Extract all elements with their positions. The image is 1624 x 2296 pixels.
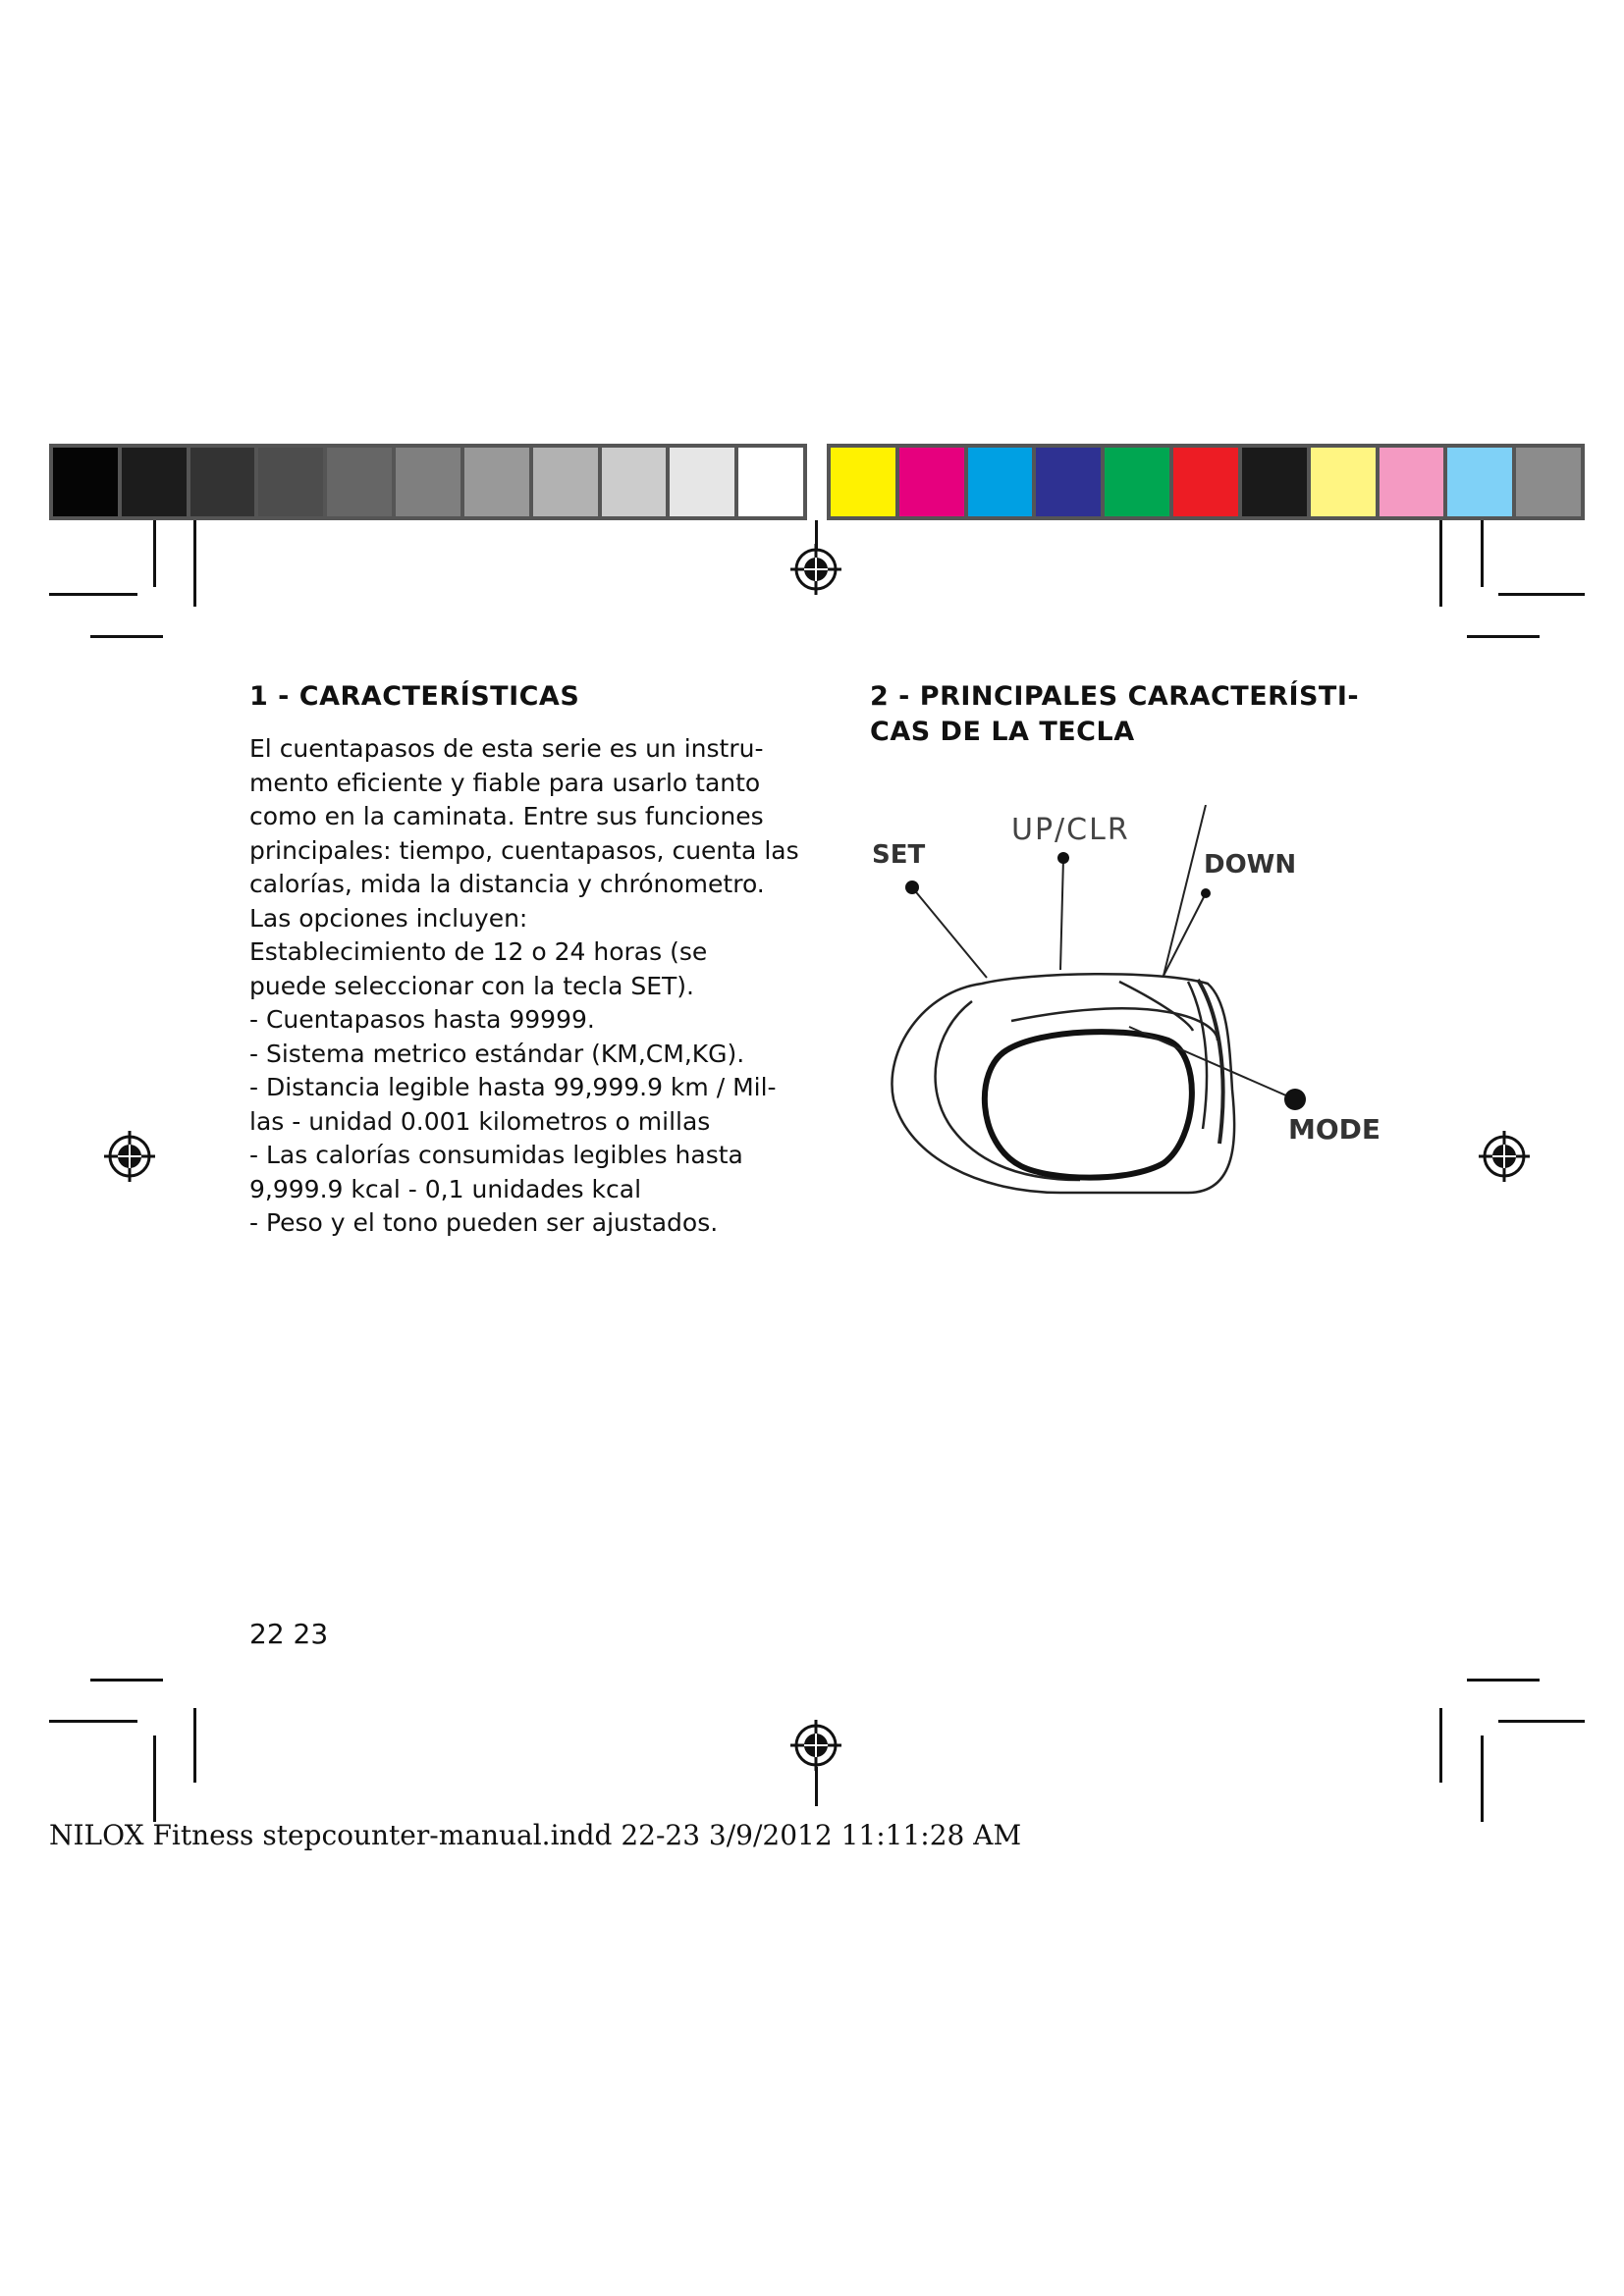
page-numbers: 22 23	[249, 1618, 329, 1650]
print-slug: NILOX Fitness stepcounter-manual.indd 22-23 3/9/2012 11:11:28 AM	[49, 1819, 1022, 1851]
gray-swatch	[533, 448, 598, 516]
crop-mark	[193, 1708, 196, 1783]
color-swatch	[1380, 448, 1444, 516]
down-pointer-dot	[1201, 888, 1211, 898]
color-swatch	[1105, 448, 1169, 516]
crop-mark	[1439, 520, 1442, 607]
grayscale-color-bar	[49, 444, 807, 520]
gray-swatch	[327, 448, 392, 516]
body-line: - Distancia legible hasta 99,999.9 km / Mil-	[249, 1073, 777, 1101]
body-line: como en la caminata. Entre sus funciones	[249, 802, 764, 830]
crop-mark	[815, 1767, 818, 1806]
crop-mark	[49, 593, 137, 596]
mode-key-label: MODE	[1288, 1113, 1381, 1146]
gray-swatch	[53, 448, 118, 516]
gray-swatch	[738, 448, 803, 516]
color-swatch	[1242, 448, 1307, 516]
body-line: - Las calorías consumidas legibles hasta	[249, 1141, 743, 1169]
color-swatch	[831, 448, 895, 516]
color-swatch	[1516, 448, 1581, 516]
pointer-lines	[912, 805, 1295, 1099]
crop-mark	[90, 635, 163, 638]
down-key-label: DOWN	[1204, 850, 1297, 880]
body-line: El cuentapasos de esta serie es un instru-	[249, 734, 764, 763]
set-pointer-dot	[905, 881, 919, 894]
crop-mark	[1467, 635, 1540, 638]
crop-mark	[1481, 1735, 1484, 1822]
section-2-heading-line-1: 2 - PRINCIPALES CARACTERÍSTI-	[870, 681, 1360, 712]
crop-mark	[1498, 1720, 1585, 1723]
body-line: 9,999.9 kcal - 0,1 unidades kcal	[249, 1174, 642, 1203]
registration-mark-icon	[1477, 1129, 1532, 1184]
pedometer-screen	[985, 1032, 1192, 1178]
gray-swatch	[190, 448, 255, 516]
color-swatch	[968, 448, 1033, 516]
crop-mark	[153, 1735, 156, 1822]
body-line: calorías, mida la distancia y chrónometro.	[249, 870, 765, 898]
color-swatch	[1311, 448, 1376, 516]
crop-mark	[90, 1679, 163, 1682]
section-1-heading: 1 - CARACTERÍSTICAS	[249, 681, 580, 712]
body-line: - Peso y el tono pueden ser ajustados.	[249, 1208, 719, 1237]
section-1-body	[249, 732, 799, 1241]
gray-swatch	[258, 448, 323, 516]
body-line: mento eficiente y fiable para usarlo tanto	[249, 768, 761, 797]
body-line: Establecimiento de 12 o 24 horas (se	[249, 937, 708, 966]
registration-mark-icon	[102, 1129, 157, 1184]
gray-swatch	[602, 448, 667, 516]
section-2-heading-line-2: CAS DE LA TECLA	[870, 717, 1135, 747]
body-line: - Sistema metrico estándar (KM,CM,KG).	[249, 1039, 745, 1068]
pedometer-body	[892, 974, 1234, 1193]
body-line: - Cuentapasos hasta 99999.	[249, 1005, 595, 1034]
up-clr-key-label: UP/CLR	[1011, 813, 1130, 847]
body-line: las - unidad 0.001 kilometros o millas	[249, 1106, 711, 1136]
crop-mark	[1498, 593, 1585, 596]
mode-pointer-dot	[1284, 1089, 1306, 1110]
crop-mark	[1467, 1679, 1540, 1682]
body-line: Las opciones incluyen:	[249, 903, 528, 933]
body-line: puede seleccionar con la tecla SET).	[249, 971, 694, 1000]
crop-mark	[49, 1720, 137, 1723]
color-swatch	[899, 448, 964, 516]
registration-mark-icon	[788, 1718, 843, 1773]
body-line: principales: tiempo, cuentapasos, cuenta las	[249, 835, 799, 865]
color-swatch	[1036, 448, 1101, 516]
color-swatch	[1173, 448, 1238, 516]
gray-swatch	[464, 448, 529, 516]
gray-swatch	[122, 448, 187, 516]
crop-mark	[1481, 520, 1484, 587]
cmyk-color-bar	[827, 444, 1585, 520]
crop-mark	[153, 520, 156, 587]
registration-mark-icon	[788, 542, 843, 597]
gray-swatch	[396, 448, 460, 516]
crop-mark	[1439, 1708, 1442, 1783]
set-key-label: SET	[872, 840, 926, 870]
up-clr-pointer-dot	[1057, 852, 1069, 864]
color-swatch	[1447, 448, 1512, 516]
crop-mark	[193, 520, 196, 607]
gray-swatch	[670, 448, 734, 516]
